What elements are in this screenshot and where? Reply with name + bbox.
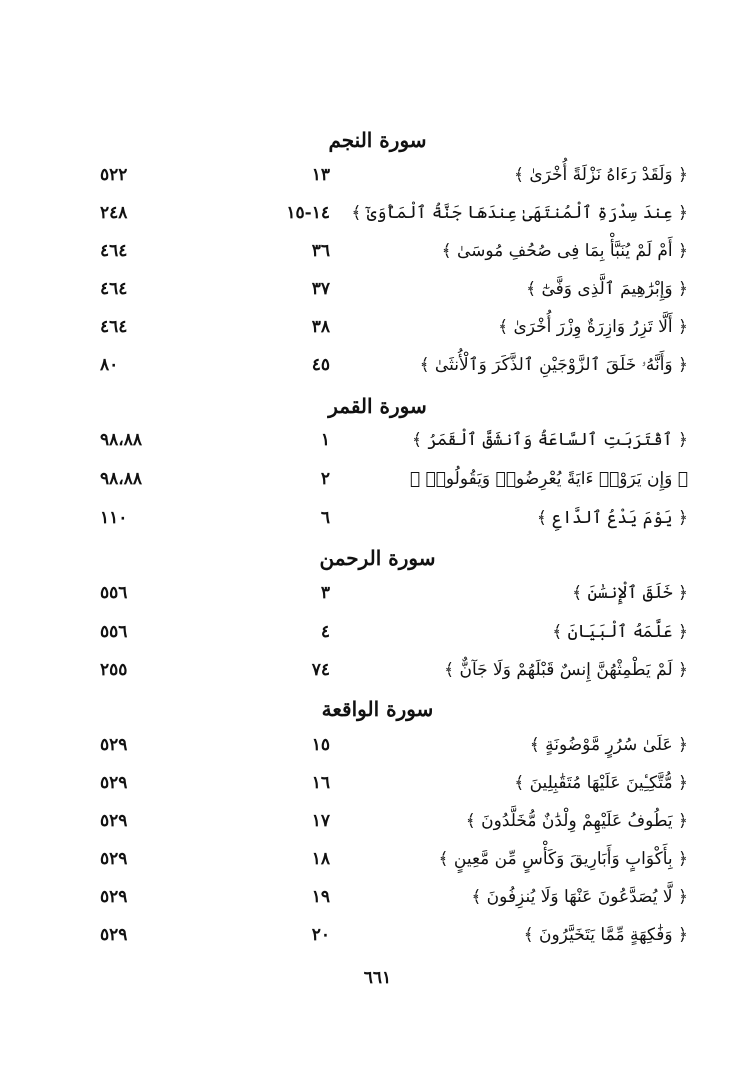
page-reference: ٥٥٦: [100, 583, 128, 603]
ayah-number: ٤٥: [311, 355, 330, 375]
ayah-number: ١٧: [311, 811, 330, 831]
page-number: ٦٦١: [363, 968, 392, 988]
page-reference: ٥٢٩: [100, 735, 128, 755]
page-reference: ٤٦٤: [100, 241, 128, 261]
table-row: [0, 350, 755, 380]
verse-text: ﴿ ٱقْتَرَبَتِ ٱلسَّاعَةُ وَٱنشَقَّ ٱلْقَمَرُ ﴾: [411, 430, 688, 450]
ayah-number: ١٩: [311, 887, 330, 907]
verse-text: ﴿ لَّا يُصَدَّعُونَ عَنْهَا وَلَا يُنزِفُونَ ﴾: [471, 887, 688, 907]
ayah-number: ٣٦: [311, 241, 330, 261]
table-row: [0, 425, 755, 455]
page-reference: ٤٦٤: [100, 317, 128, 337]
page-reference: ٤٦٤: [100, 279, 128, 299]
verse-text: ﴿ عِندَ سِدْرَةِ ٱلْمُنتَهَىٰ عِندَهَا جَنَّةُ ٱلْمَأْوَىٰٓ ﴾: [351, 203, 688, 223]
table-row: [0, 844, 755, 874]
table-row: [0, 198, 755, 228]
surah-title-waqiah: سورة الواقعة: [321, 697, 434, 721]
ayah-number: ١٤-١٥: [286, 203, 330, 223]
table-row: [0, 236, 755, 266]
page-reference: ٥٢٩: [100, 887, 128, 907]
verse-text: ﴿ لَمْ يَطْمِثْهُنَّ إِنسٌ قَبْلَهُمْ وَلَا جَآنٌّ ﴾: [444, 660, 688, 680]
ayah-number: ١: [320, 430, 330, 450]
page-reference: ٢٤٨: [100, 203, 128, 223]
verse-text: ﴿ أَمْ لَمْ يُنَبَّأْ بِمَا فِى صُحُفِ مُوسَىٰ ﴾: [441, 241, 688, 261]
page-reference: ٥٢٩: [100, 773, 128, 793]
page-reference: ٨٠: [100, 355, 119, 375]
verse-text: ﴿ يَوْمَ يَدْعُ ٱلدَّاعِ ﴾: [536, 508, 688, 528]
ayah-number: ١٥: [311, 735, 330, 755]
page-reference: ٥٢٩: [100, 811, 128, 831]
ayah-number: ٣: [320, 583, 330, 603]
page-reference: ٥٢٩: [100, 925, 128, 945]
verse-text: ﴿ وَإِبْرَٰهِيمَ ٱلَّذِى وَفَّىٰٓ ﴾: [526, 279, 688, 299]
page-reference: ٩٨،٨٨: [100, 430, 143, 450]
verse-text: ﴿ وَلَقَدْ رَءَاهُ نَزْلَةً أُخْرَىٰ ﴾: [513, 165, 688, 185]
ayah-number: ١٣: [311, 165, 330, 185]
page-reference: ٥٢٩: [100, 849, 128, 869]
table-row: [0, 730, 755, 760]
table-row: [0, 882, 755, 912]
surah-title-qamar: سورة القمر: [328, 394, 427, 418]
verse-text: ﴿ خَلَقَ ٱلْإِنسَٰنَ ﴾: [572, 583, 688, 603]
ayah-number: ١٦: [311, 773, 330, 793]
ayah-number: ٢: [320, 469, 330, 489]
table-row: [0, 464, 755, 494]
table-row: [0, 920, 755, 950]
page-reference: ١١٠: [100, 508, 128, 528]
table-row: [0, 617, 755, 647]
ayah-number: ٤: [320, 622, 330, 642]
verse-text: ﴿ وَإِن يَرَوْا۟ ءَايَةً يُعْرِضُوا۟ وَيَقُولُوا۟ ﴾: [409, 469, 688, 489]
table-row: [0, 806, 755, 836]
ayah-number: ٢٠: [311, 925, 330, 945]
ayah-number: ٣٨: [311, 317, 330, 337]
table-row: [0, 503, 755, 533]
verse-text: ﴿ وَأَنَّهُۥ خَلَقَ ٱلزَّوْجَيْنِ ٱلذَّكَرَ وَٱلْأُنثَىٰ ﴾: [419, 355, 688, 375]
ayah-number: ٧٤: [311, 660, 330, 680]
table-row: [0, 274, 755, 304]
verse-text: ﴿ وَفَٰكِهَةٍ مِّمَّا يَتَخَيَّرُونَ ﴾: [523, 925, 688, 945]
page-reference: ٥٢٢: [100, 165, 128, 185]
ayah-number: ١٨: [311, 849, 330, 869]
table-row: [0, 655, 755, 685]
table-row: [0, 160, 755, 190]
page-reference: ٢٥٥: [100, 660, 128, 680]
ayah-number: ٦: [320, 508, 330, 528]
verse-text: ﴿ يَطُوفُ عَلَيْهِمْ وِلْدَٰنٌ مُّخَلَّدُونَ ﴾: [465, 811, 688, 831]
page-reference: ٩٨،٨٨: [100, 469, 143, 489]
verse-text: ﴿ أَلَّا تَزِرُ وَازِرَةٌ وِزْرَ أُخْرَىٰ ﴾: [498, 317, 688, 337]
ayah-number: ٣٧: [311, 279, 330, 299]
table-row: [0, 312, 755, 342]
surah-title-najm: سورة النجم: [328, 128, 427, 152]
page-reference: ٥٥٦: [100, 622, 128, 642]
surah-title-rahman: سورة الرحمن: [319, 546, 436, 570]
verse-text: ﴿ عَلَّمَهُ ٱلْبَيَانَ ﴾: [552, 622, 688, 642]
verse-text: ﴿ مُّتَّكِـِٔينَ عَلَيْهَا مُتَقَٰبِلِينَ ﴾: [514, 773, 688, 793]
verse-text: ﴿ بِأَكْوَابٍ وَأَبَارِيقَ وَكَأْسٍ مِّن مَّعِينٍ ﴾: [438, 849, 688, 869]
table-row: [0, 768, 755, 798]
table-row: [0, 578, 755, 608]
verse-text: ﴿ عَلَىٰ سُرُرٍ مَّوْضُونَةٍ ﴾: [529, 735, 688, 755]
